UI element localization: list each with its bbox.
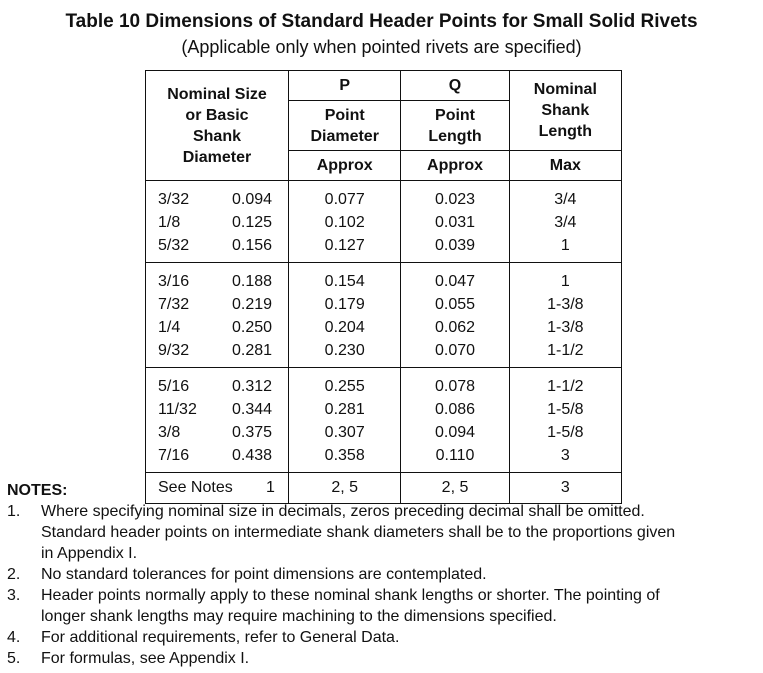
shank-length-cell	[509, 368, 621, 473]
fraction-value: 3/8	[158, 424, 181, 441]
decimal-value: 0.375	[232, 424, 273, 441]
point-diameter-value: 0.281	[324, 401, 365, 418]
header-shank-unit: Max	[509, 151, 621, 181]
note-text	[41, 564, 759, 585]
point-diameter-cell	[289, 263, 401, 368]
fraction-value: 7/16	[158, 447, 190, 464]
notes-section	[7, 480, 759, 669]
point-length-value: 0.110	[435, 447, 475, 464]
header-size-line-3: Shank	[192, 127, 241, 145]
point-length-value: 0.094	[435, 424, 476, 441]
point-diameter-value: 0.154	[324, 273, 365, 290]
shank-length-value: 1-5/8	[547, 424, 584, 441]
point-length-value: 0.023	[435, 191, 476, 208]
size-line	[146, 444, 288, 467]
table-title: Table 10 Dimensions of Standard Header Points for Small Solid Rivets	[65, 11, 698, 32]
table-subtitle: (Applicable only when pointed rivets are specified)	[181, 37, 582, 57]
point-diameter-cell	[289, 181, 401, 263]
point-length-value: 0.086	[435, 401, 476, 418]
point-length-value: 0.062	[435, 319, 476, 336]
point-length-cell	[401, 263, 509, 368]
header-point-length	[401, 101, 509, 151]
notes-heading: NOTES:	[7, 482, 68, 499]
note-item	[7, 501, 759, 564]
decimal-value: 0.094	[232, 191, 273, 208]
note-number: 5.	[7, 650, 21, 667]
header-q-unit: Approx	[401, 151, 509, 181]
note-item	[7, 648, 759, 669]
size-line	[146, 211, 288, 234]
note-line: Header points normally apply to these nominal shank lengths or shorter. The pointing of	[41, 587, 660, 604]
fraction-value: 3/16	[158, 273, 190, 290]
note-line: Standard header points on intermediate shank diameters shall be to the proportions given	[41, 524, 676, 541]
table-row-group-3	[146, 368, 622, 473]
point-diameter-value: 0.127	[324, 237, 365, 254]
shank-length-value: 3	[560, 447, 570, 464]
size-line	[146, 234, 288, 257]
shank-length-value: 1	[560, 237, 570, 254]
decimal-value: 0.188	[232, 273, 273, 290]
note-text	[41, 648, 759, 669]
point-diameter-value: 0.102	[324, 214, 365, 231]
point-length-cell	[401, 368, 509, 473]
note-number: 1.	[7, 503, 21, 520]
decimal-value: 0.219	[232, 296, 273, 313]
point-length-cell	[401, 181, 509, 263]
size-line	[146, 339, 288, 362]
header-size-line-1: Nominal Size	[167, 85, 267, 103]
fraction-value: 1/4	[158, 319, 181, 336]
fraction-value: 5/16	[158, 378, 190, 395]
note-item	[7, 627, 759, 648]
note-line: in Appendix I.	[41, 545, 138, 562]
point-diameter-value: 0.077	[324, 191, 365, 208]
shank-length-value: 1-5/8	[547, 401, 584, 418]
shank-length-value: 1-1/2	[547, 378, 584, 395]
note-item	[7, 585, 759, 627]
header-point-diameter	[289, 101, 401, 151]
rivet-points-table	[145, 70, 622, 504]
header-nominal-size	[146, 71, 289, 181]
decimal-value: 0.281	[232, 342, 273, 359]
header-shank-line-1: Nominal	[533, 81, 597, 98]
note-item	[7, 564, 759, 585]
decimal-value: 0.250	[232, 319, 273, 336]
size-line	[146, 316, 288, 339]
point-diameter-value: 0.230	[324, 342, 365, 359]
shank-length-value: 1-3/8	[547, 296, 584, 313]
shank-length-value: 1	[560, 273, 570, 290]
header-p-unit: Approx	[289, 151, 401, 181]
size-cell	[146, 263, 289, 368]
note-line: longer shank lengths may require machining to the dimensions specified.	[41, 608, 557, 625]
size-line	[146, 188, 288, 211]
note-number: 4.	[7, 629, 21, 646]
header-shank-line-2: Shank	[541, 102, 590, 119]
point-length-value: 0.039	[435, 237, 476, 254]
size-cell	[146, 181, 289, 263]
decimal-value: 0.125	[232, 214, 273, 231]
size-line	[146, 375, 288, 398]
table-row-group-2	[146, 263, 622, 368]
shank-length-value: 1-3/8	[547, 319, 584, 336]
header-p-letter: P	[289, 71, 401, 101]
decimal-value: 0.312	[232, 378, 273, 395]
decimal-value: 0.156	[232, 237, 273, 254]
point-length-value: 0.047	[435, 273, 476, 290]
size-line	[146, 293, 288, 316]
see-notes-q-ref: 2, 5	[401, 473, 509, 504]
point-diameter-value: 0.307	[324, 424, 365, 441]
see-notes-p-ref: 2, 5	[289, 473, 401, 504]
shank-length-value: 3/4	[554, 191, 577, 208]
shank-length-cell	[509, 181, 621, 263]
see-notes-label: See Notes	[158, 479, 233, 496]
fraction-value: 1/8	[158, 214, 181, 231]
note-line: Where specifying nominal size in decimals, zeros preceding decimal shall be omitted.	[41, 503, 645, 520]
shank-length-cell	[509, 263, 621, 368]
header-q-name-line-1: Point	[435, 106, 476, 124]
header-q-name-line-2: Length	[428, 127, 482, 145]
point-length-value: 0.031	[435, 214, 476, 231]
fraction-value: 5/32	[158, 237, 190, 254]
note-text	[41, 627, 759, 648]
point-diameter-cell	[289, 368, 401, 473]
decimal-value: 0.438	[232, 447, 273, 464]
point-length-value: 0.078	[435, 378, 476, 395]
note-number: 3.	[7, 587, 21, 604]
header-shank-line-3: Length	[538, 123, 592, 140]
note-text	[41, 501, 759, 564]
see-notes-shank-ref: 3	[509, 473, 621, 504]
header-size-line-4: Diameter	[182, 148, 252, 166]
size-line	[146, 398, 288, 421]
see-notes-size-ref: 1	[266, 479, 275, 496]
header-size-line-2: or Basic	[185, 106, 249, 124]
fraction-value: 9/32	[158, 342, 190, 359]
note-text	[41, 585, 759, 627]
header-q-letter: Q	[401, 71, 509, 101]
point-diameter-value: 0.255	[324, 378, 365, 395]
note-number: 2.	[7, 566, 21, 583]
table-row-group-1	[146, 181, 622, 263]
fraction-value: 11/32	[158, 401, 197, 418]
size-line	[146, 421, 288, 444]
point-length-value: 0.070	[435, 342, 476, 359]
point-diameter-value: 0.179	[324, 296, 365, 313]
fraction-value: 7/32	[158, 296, 190, 313]
fraction-value: 3/32	[158, 191, 190, 208]
shank-length-value: 1-1/2	[547, 342, 584, 359]
decimal-value: 0.344	[232, 401, 273, 418]
point-diameter-value: 0.204	[324, 319, 365, 336]
note-line: For formulas, see Appendix I.	[41, 650, 250, 667]
header-p-name-line-2: Diameter	[310, 127, 379, 145]
header-shank-length	[509, 71, 621, 151]
header-p-name-line-1: Point	[324, 106, 365, 124]
point-length-value: 0.055	[435, 296, 476, 313]
note-line: For additional requirements, refer to General Data.	[41, 629, 400, 646]
note-line: No standard tolerances for point dimensions are contemplated.	[41, 566, 487, 583]
shank-length-value: 3/4	[554, 214, 577, 231]
size-line	[146, 270, 288, 293]
point-diameter-value: 0.358	[324, 447, 365, 464]
size-cell	[146, 368, 289, 473]
